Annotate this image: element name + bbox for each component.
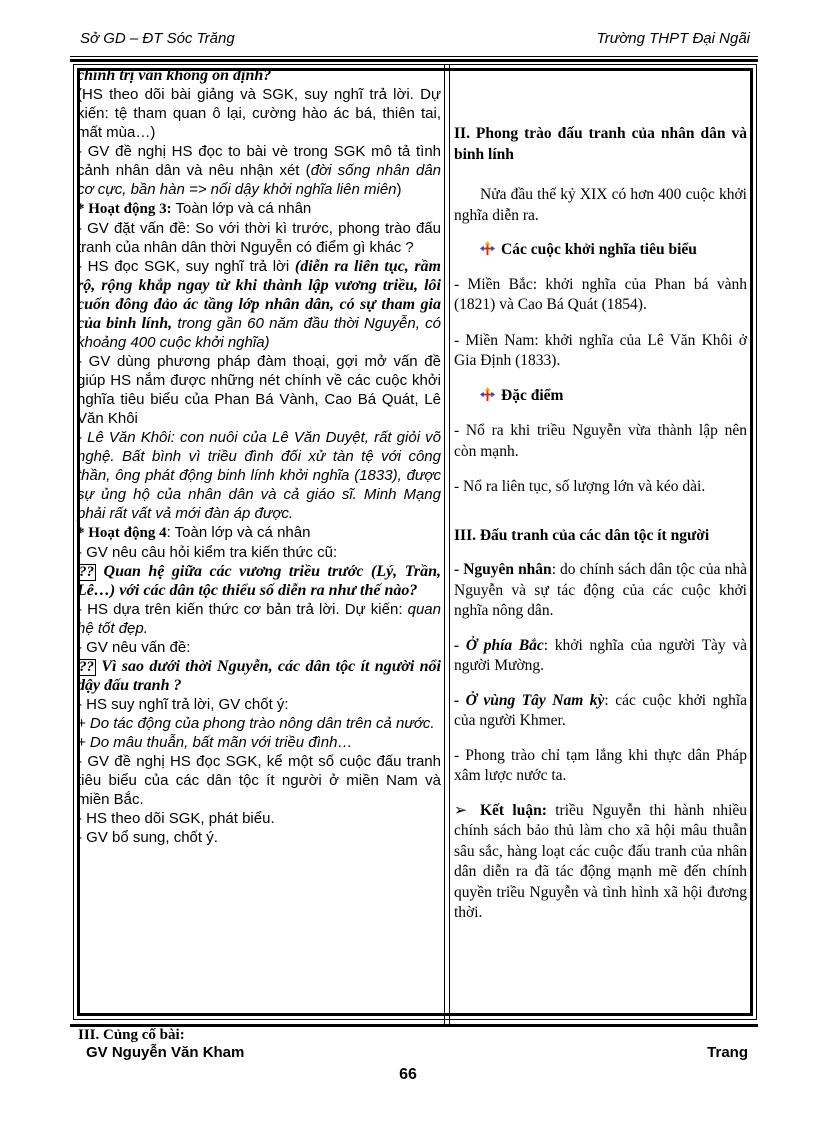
paragraph: - GV dùng phương pháp đàm thoại, gợi mở vấn đề giúp HS nắm được những nét chính về các cuộc khởi nghĩa tiêu biểu của Phan Bá Vành, Cao Bá Quát, Lê Văn Khôi xyxy=(77,353,441,427)
paragraph: - HS suy nghĩ trả lời, GV chốt ý: xyxy=(77,696,289,713)
paragraph: - Miền Nam: khởi nghĩa của Lê Văn Khôi ở Gia Định (1833). xyxy=(454,331,747,369)
paragraph: + Do mâu thuẫn, bất mãn với triều đình… xyxy=(77,734,353,751)
activities-column xyxy=(77,66,441,847)
activity-4-heading: * Hoạt động 4: Toàn lớp và cá nhân xyxy=(77,524,311,541)
consolidation-heading: III. Củng cố bài: xyxy=(78,1027,185,1043)
section-3-title: III. Đấu tranh của các dân tộc ít người xyxy=(454,526,710,544)
paragraph: - GV nêu vấn đề: xyxy=(77,639,191,656)
paragraph: - HS theo dõi SGK, phát biểu. xyxy=(77,810,275,827)
paragraph: - GV đặt vấn đề: So với thời kì trước, phong trào đấu tranh của nhân dân thời Nguyễn có điểm gì khác ? xyxy=(77,220,441,256)
column-divider xyxy=(444,64,450,1024)
paragraph: Nửa đầu thế kỷ XIX có hơn 400 cuộc khởi nghĩa diễn ra. xyxy=(454,186,747,224)
paragraph: + Do tác động của phong trào nông dân trên cả nước. xyxy=(77,715,435,732)
paragraph: - GV nêu câu hỏi kiểm tra kiến thức cũ: xyxy=(77,544,338,561)
pushpin-arrow-icon xyxy=(480,387,495,402)
question-mark-icon: ?? xyxy=(79,564,94,580)
subheading: Các cuộc khởi nghĩa tiêu biểu xyxy=(454,240,747,261)
paragraph: - Phong trào chỉ tạm lắng khi thực dân Pháp xâm lược nước ta. xyxy=(454,746,747,784)
arrow-bullet-icon: ➢ xyxy=(454,801,467,819)
header-school: Trường THPT Đại Ngãi xyxy=(596,30,750,47)
question-text: chính trị vẫn không ổn định? xyxy=(77,67,272,84)
paragraph: - Miền Bắc: khởi nghĩa của Phan bá vành (1821) và Cao Bá Quát (1854). xyxy=(454,275,747,313)
teacher-name: GV Nguyễn Văn Kham xyxy=(86,1044,245,1061)
question-mark-icon: ?? xyxy=(79,659,94,675)
paragraph: - GV bổ sung, chốt ý. xyxy=(77,829,218,846)
paragraph: - Ở phía Bắc: khởi nghĩa của người Tày và người Mường. xyxy=(454,636,747,674)
question-1: ?? Quan hệ giữa các vương triều trước (Lý, Trần, Lê…) với các dân tộc thiểu số diễn ra như thế nào? xyxy=(77,563,441,599)
page-number: 66 xyxy=(399,1066,417,1083)
question-2: ?? Vì sao dưới thời Nguyễn, các dân tộc ít người nổi dậy đấu tranh ? xyxy=(77,658,441,694)
page-label: Trang xyxy=(707,1044,748,1061)
paragraph: - Nổ ra khi triều Nguyễn vừa thành lập nên còn mạnh. xyxy=(454,422,747,460)
paragraph: - HS đọc SGK, suy nghĩ trả lời (diễn ra liên tục, rầm rộ, rộng khắp ngay từ khi thành lập vương triều, lôi cuốn đông đảo ác tầng lớp nhân dân, có sự tham gia của binh lính, trong gần 60 năm đầu thời Nguyễn, có khoảng 400 cuộc khởi nghĩa) xyxy=(77,258,441,351)
header-department: Sở GD – ĐT Sóc Trăng xyxy=(80,30,235,47)
content-column xyxy=(454,124,747,924)
subheading: Đặc điểm xyxy=(454,386,747,407)
header-rule xyxy=(70,56,758,62)
activity-3-heading: * Hoạt động 3: Toàn lớp và cá nhân xyxy=(77,200,312,217)
section-2-title: II. Phong trào đấu tranh của nhân dân và binh lính xyxy=(454,125,747,163)
conclusion: ➢ Kết luận: triều Nguyễn thi hành nhiều chính sách bảo thủ làm cho xã hội mâu thuẫn sâu sắc, hàng loạt các cuộc đấu tranh của nhân dân diễn ra đã tác động mạnh mẽ đến chính quyền triều Nguyễn và tình hình xã hội đương thời. xyxy=(454,801,748,921)
paragraph: - Lê Văn Khôi: con nuôi của Lê Văn Duyệt, rất giỏi võ nghệ. Bất bình vì triều đình đối xử tàn tệ với công thần, ông phát động binh lính khởi nghĩa (1833), được sự ủng hộ của nhân dân và cả giáo sĩ. Minh Mạng phải rất vất vả mới đàn áp được. xyxy=(77,429,441,522)
paragraph: (HS theo dõi bài giảng và SGK, suy nghĩ trả lời. Dự kiến: tệ tham quan ô lại, cường hào ác bá, thiên tai, mất mùa…) xyxy=(77,86,441,141)
paragraph: - GV đề nghị HS đọc SGK, kể một số cuộc đấu tranh tiêu biểu của các dân tộc ít người ở miền Nam và miền Bắc. xyxy=(77,753,441,808)
paragraph: - Nổ ra liên tục, số lượng lớn và kéo dài. xyxy=(454,478,706,495)
paragraph: - Nguyên nhân: do chính sách dân tộc của nhà Nguyễn và sự tác động của các cuộc khởi nghĩa nông dân. xyxy=(454,561,747,619)
paragraph: - HS dựa trên kiến thức cơ bản trả lời. Dự kiến: quan hệ tốt đẹp. xyxy=(77,601,441,637)
paragraph: - GV đề nghị HS đọc to bài vè trong SGK mô tả tình cảnh nhân dân và nêu nhận xét (đời sống nhân dân cơ cực, bần hàn => nổi dậy khởi nghĩa liên miên) xyxy=(77,143,442,198)
paragraph: - Ở vùng Tây Nam kỳ: các cuộc khởi nghĩa của người Khmer. xyxy=(454,691,748,729)
pushpin-arrow-icon xyxy=(480,241,495,256)
